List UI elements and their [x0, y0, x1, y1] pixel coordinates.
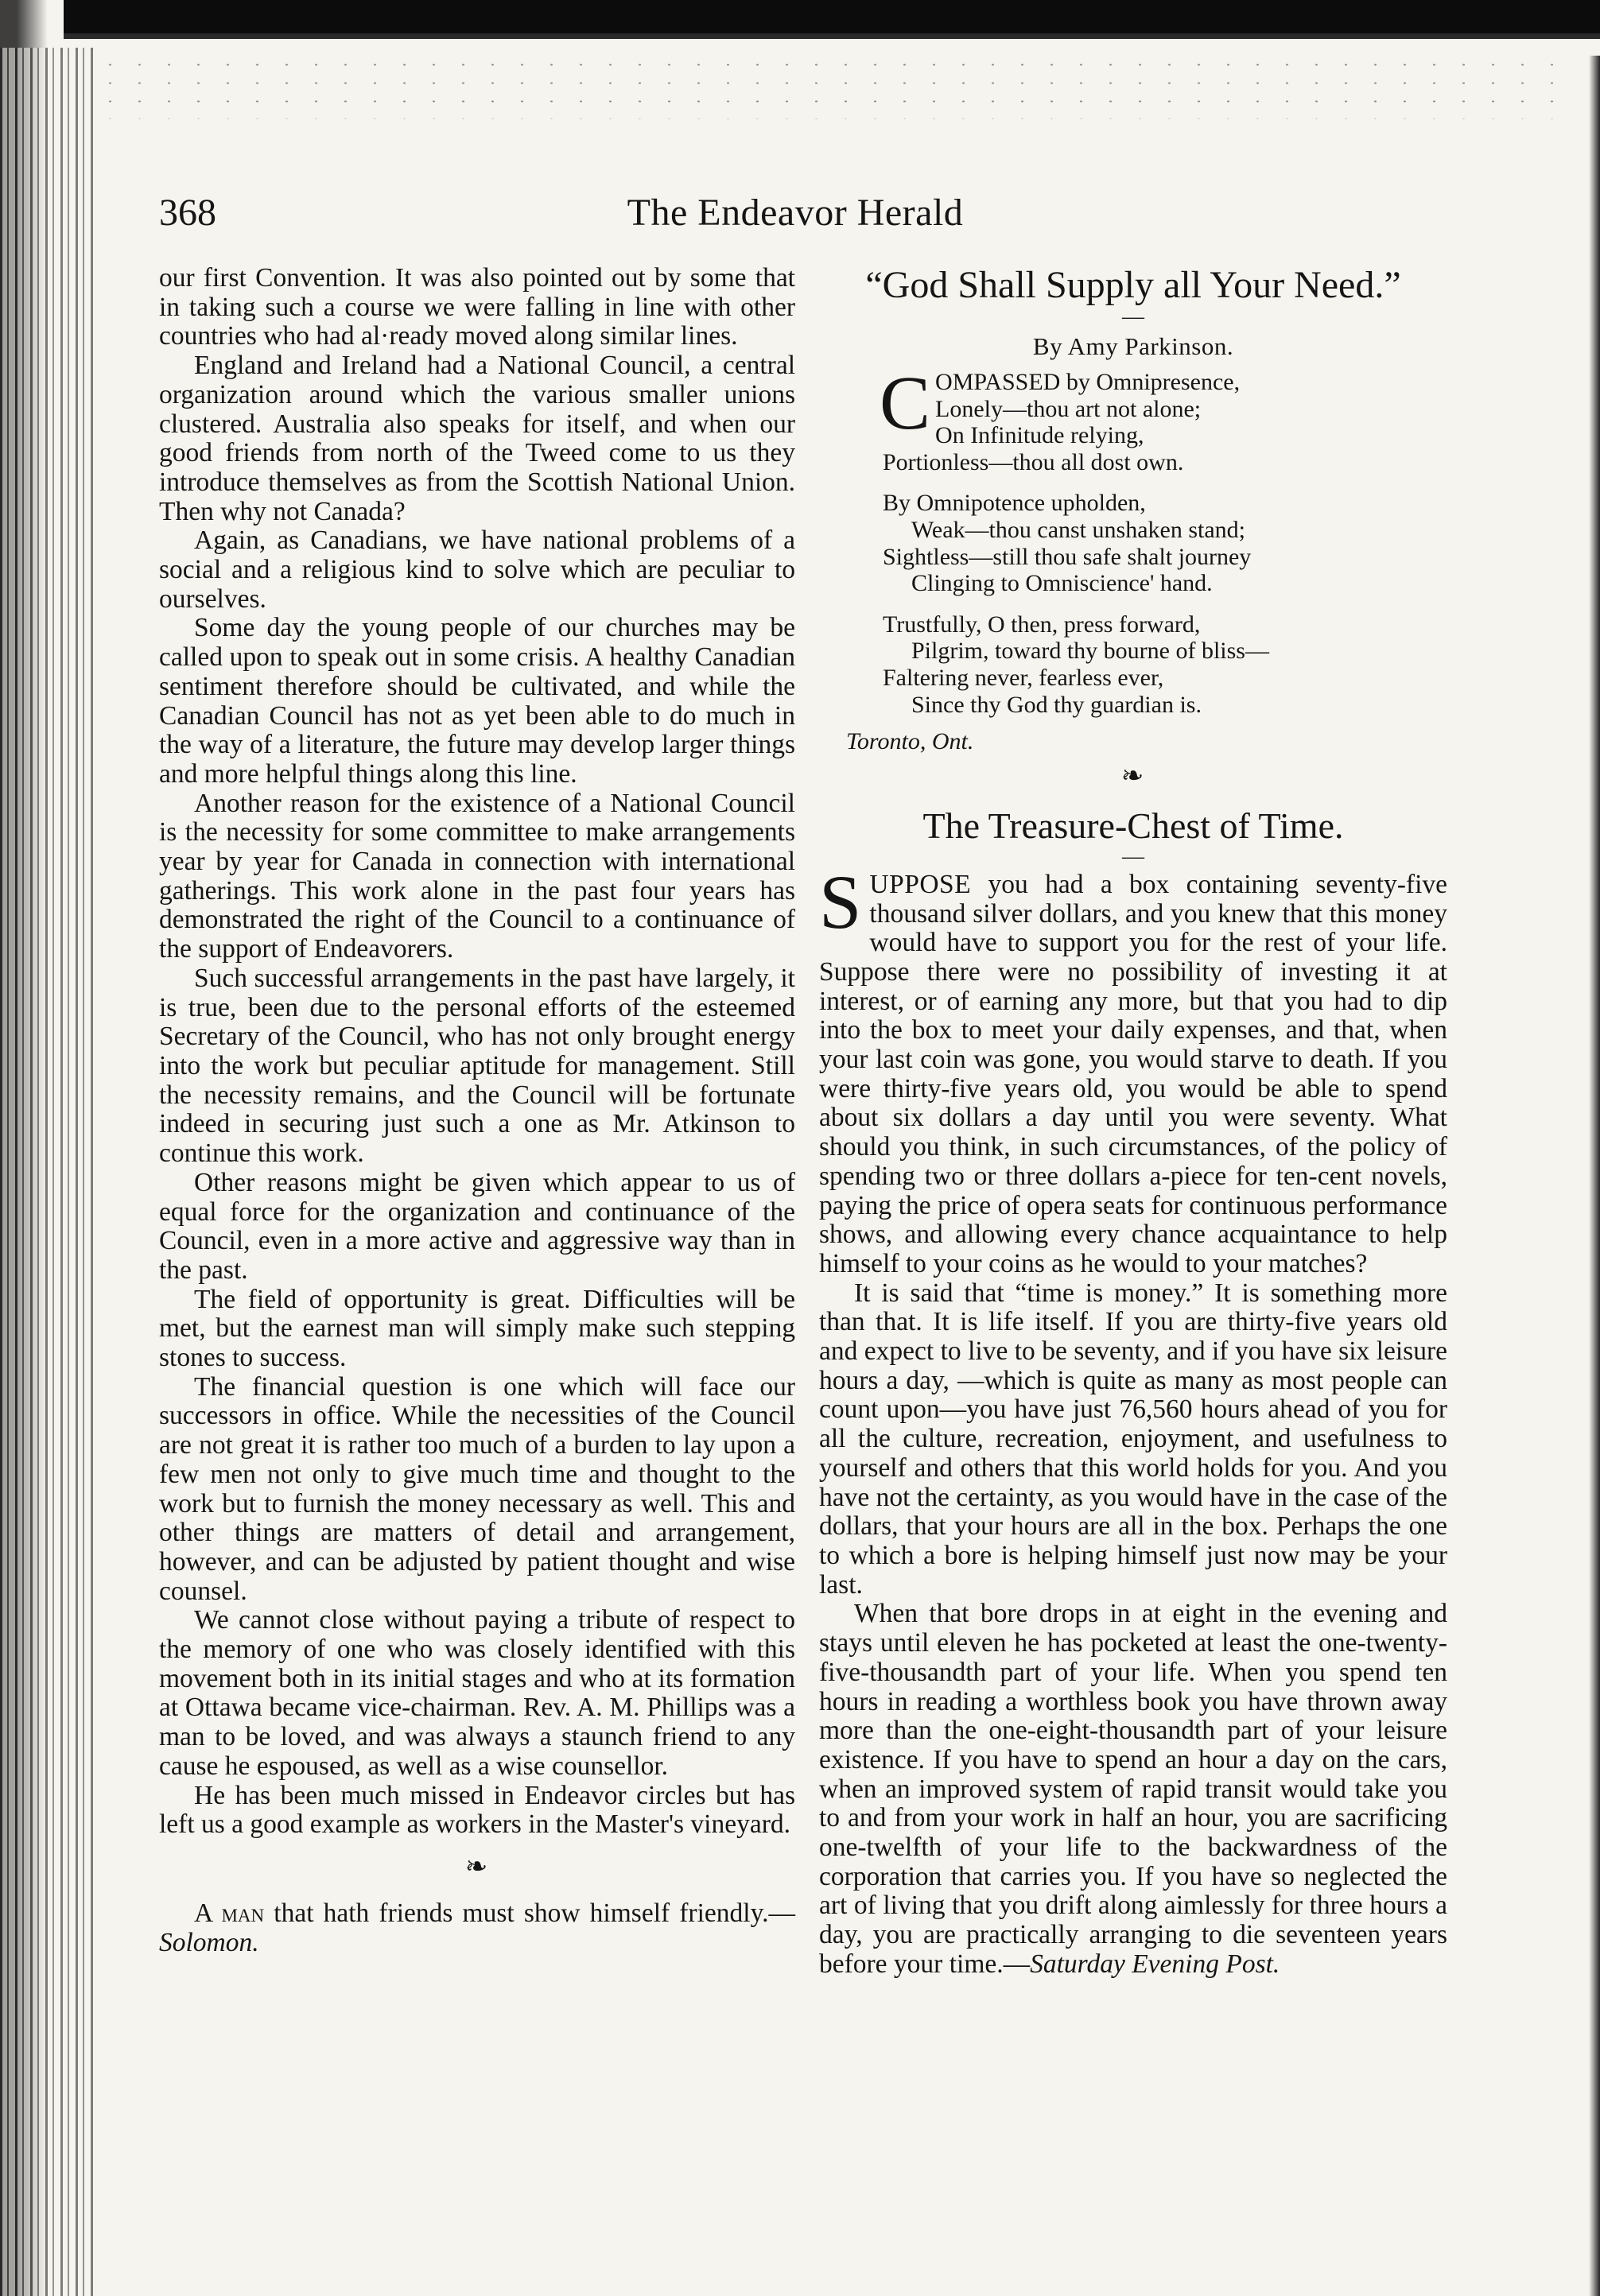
leaf-ornament-icon: ❧: [464, 1850, 490, 1883]
proverb-lead: A man: [194, 1898, 265, 1928]
left-column: [159, 264, 795, 1957]
poem-title: “God Shall Supply all Your Need.”: [865, 264, 1401, 306]
paragraph: Again, as Canadians, we have national problems of a social and a religious kind to solve which are peculiar to ourselves.: [159, 526, 795, 614]
poem-line: OMPASSED by Omnipresence,: [935, 369, 1241, 395]
ornament-divider: [819, 760, 1447, 793]
poem-line: Portionless—thou all dost own.: [883, 448, 1184, 475]
poem-line: Weak—thou canst unshaken stand;: [911, 516, 1245, 543]
paragraph: Some day the young people of our churches may be called upon to speak out in some crisis. A healthy Canadian sentiment therefore should be cultivated, and while the Canadian Council has not as yet been able to do much in the way of a literature, the future may develop larger things and more helpful things along this line.: [159, 613, 795, 789]
page-number: 368: [159, 192, 216, 234]
poem-stanza: [883, 611, 1447, 718]
paragraph: Another reason for the existence of a National Council is the necessity for some committee to make arrangements year by year for Canada in connection with international gatherings. This work alone in the past four years has demonstrated the right of the Council to a continuance of the support of Endeavorers.: [159, 788, 795, 964]
poem-stanza: [883, 490, 1447, 596]
article-body: [819, 859, 1448, 1980]
paragraph: Other reasons might be given which appear to us of equal force for the organization and continuance of the Council, even in a more active and aggressive way than in the past.: [159, 1167, 795, 1285]
poem-line: By Omnipotence upholden,: [883, 490, 1146, 517]
paragraph-text: When that bore drops in at eight in the evening and stays until eleven he has pocketed at least the one-twenty-five-thousandth part of your life. When you spend ten hours in reading a worthless book you have thrown away more than the one-eight-thousandth part of your leisure existence. If you have to spend an hour a day on the cars, when an improved system of rapid transit would take you to and from your work in half an hour, you are sacrificing one-twelfth of your life to the backwardness of the corporation that carries you. If you have so neglected the art of living that you drift along aimlessly for three hours a day, you are practically arranging to die seventeen years before your time.—: [819, 1599, 1447, 1979]
poem-line: Sightless—still thou safe shalt journey: [883, 543, 1252, 570]
paragraph: England and Ireland had a National Council, a central organization around which the various smaller unions clustered. Australia also speaks for itself, and when our good friends from north of the Tweed come to us they introduce themselves as from the Scottish National Union. Then why not Canada?: [159, 351, 795, 526]
paragraph: [819, 859, 1448, 1279]
poem-byline: By Amy Parkinson.: [1032, 332, 1234, 360]
paragraph: The field of opportunity is great. Difficulties will be met, but the earnest man will simply make such stepping stones to success.: [159, 1284, 795, 1373]
poem-line: Trustfully, O then, press forward,: [883, 611, 1201, 638]
scan-top-border: [64, 0, 1600, 56]
paragraph: He has been much missed in Endeavor circles but has left us a good example as workers in the Master's vineyard.: [159, 1780, 795, 1840]
ornament-divider: [159, 1851, 795, 1883]
paragraph: The financial question is one which will face our successors in office. While the necessities of the Council are not great it is rather too much of a burden to lay upon a few men not only to give much time and thought to the work but to furnish the money necessary as well. This and other things are matters of detail and arrangement, however, and can be adjusted by patient thought and wise counsel.: [159, 1371, 795, 1606]
poem-line: Lonely—thou art not alone;: [935, 395, 1202, 422]
poem-line: On Infinitude relying,: [935, 422, 1144, 449]
leaf-ornament-icon: ❧: [1120, 759, 1146, 792]
scan-right-edge: [1589, 56, 1600, 2296]
scan-binding-gutter: [0, 48, 94, 2296]
title-dash: —: [1122, 304, 1144, 329]
paragraph-text: you had a box containing seventy-five thousand silver dollars, and you knew that this money would have to support you for the rest of your life. Suppose there were no possibility of investing it at interest, or of earning any more, but that you had to dip into the box to meet your daily expenses, and that, when your last coin was gone, you would starve to death. If you were thirty-five years old, you would be able to spend about six dollars a day until you were seventy. What should you think, in such circumstances, of the policy of spending two or three dollars a-piece for ten-cent novels, paying the price of opera seats for continuous performance shows, and allowing every chance acquaintance to help himself to your coins as he would to your matches?: [819, 869, 1448, 1278]
article-source: Saturday Evening Post.: [1030, 1949, 1280, 1979]
title-dash: —: [1122, 844, 1144, 869]
paragraph: our first Convention. It was also pointed out by some that in taking such a course we were falling in line with other countries who had al·ready moved along similar lines.: [159, 263, 795, 351]
poem-body: [880, 360, 1447, 718]
poem-line: Pilgrim, toward thy bourne of bliss—: [911, 638, 1269, 665]
poem-line: Faltering never, fearless ever,: [883, 664, 1164, 691]
scan-speckle: [95, 56, 1567, 119]
article-lead: UPPOSE: [869, 869, 972, 899]
right-column: [819, 264, 1447, 1980]
poem-line: Clinging to Omniscience' hand.: [911, 570, 1213, 597]
proverb-source: Solomon.: [159, 1927, 259, 1957]
paragraph: [819, 1600, 1447, 1979]
poem-line: Since thy God thy guardian is.: [911, 691, 1202, 718]
proverb: [159, 1899, 795, 1957]
article-dropcap: S: [819, 859, 862, 944]
article-title: The Treasure-Chest of Time.: [922, 805, 1344, 846]
paragraph: We cannot close without paying a tribute of respect to the memory of one who was closely identified with this movement both in its initial stages and who at its formation at Ottawa became vice-chairman. Rev. A. M. Phillips was a man to be loved, and was always a staunch friend to any cause he espoused, as well as a wise counsellor.: [159, 1605, 795, 1781]
poem-dropcap: C: [880, 360, 931, 445]
poem-stanza: [880, 360, 1447, 475]
poem-place: Toronto, Ont.: [846, 728, 974, 755]
proverb-text: that hath friends must show himself friendly.—: [274, 1898, 796, 1928]
paragraph: Such successful arrangements in the past have largely, it is true, been due to the personal efforts of the esteemed Secretary of the Council, who has not only brought energy into the work but peculiar aptitude for management. Still the necessity remains, and the Council will be fortunate indeed in securing just such a one as Mr. Atkinson to continue this work.: [159, 963, 795, 1169]
running-head: The Endeavor Herald: [627, 192, 964, 234]
paragraph: It is said that “time is money.” It is something more than that. It is life itself. If you are thirty-five years old and expect to live to be seventy, and if you have six leisure hours a day, —which is quite as many as most people can count upon—you have just 76,560 hours ahead of you for all the culture, recreation, enjoyment, and usefulness to yourself and others that this world holds for you. And you have not the certainty, as you would have in the case of the dollars, that your hours are all in the box. Perhaps the one to which a bore is helping himself just now may be your last.: [819, 1278, 1447, 1600]
